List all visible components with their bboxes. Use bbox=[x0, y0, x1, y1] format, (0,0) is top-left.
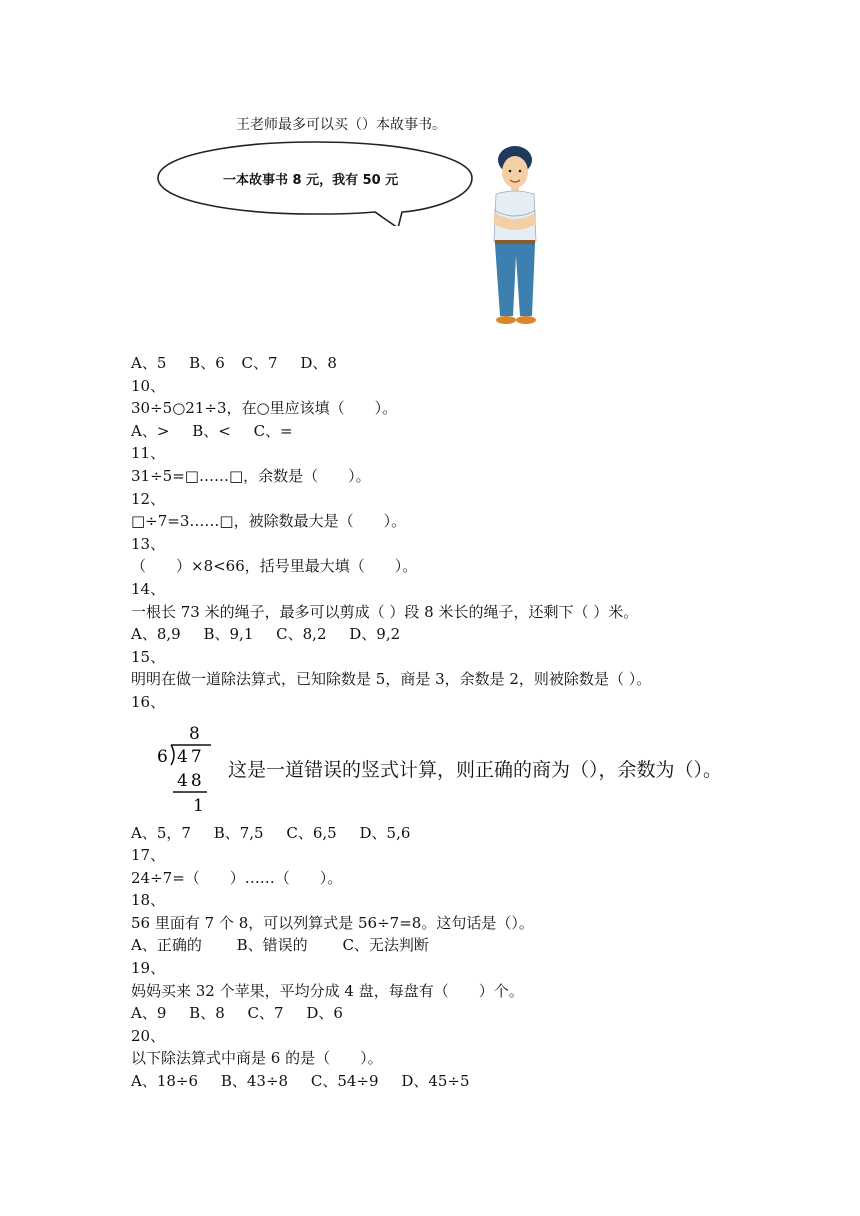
q16-options bbox=[131, 822, 831, 845]
option-d: D、6 bbox=[306, 1004, 343, 1023]
q15-number: 15、 bbox=[131, 647, 166, 666]
speech-bubble-text: 一本故事书 8 元，我有 50 元 bbox=[223, 173, 399, 188]
q14-text: 一根长 73 米的绳子，最多可以剪成（ ）段 8 米长的绳子，还剩下（ ）米。 bbox=[131, 602, 639, 621]
q11-number: 11、 bbox=[131, 444, 166, 463]
q17-text: 24÷7=（ ）……（ ）。 bbox=[131, 868, 343, 887]
q16-number: 16、 bbox=[131, 692, 166, 711]
option-b: B、43÷8 bbox=[220, 1072, 289, 1091]
option-c: C、= bbox=[253, 421, 293, 440]
option-b: B、7,5 bbox=[213, 823, 264, 842]
q18-text: 56 里面有 7 个 8，可以列算式是 56÷7=8。这句话是（）。 bbox=[131, 913, 534, 932]
option-d: D、5,6 bbox=[359, 823, 411, 842]
option-b: B、8 bbox=[189, 1004, 225, 1023]
option-d: D、9,2 bbox=[349, 625, 401, 644]
option-b: B、9,1 bbox=[203, 625, 254, 644]
divisor: 6 bbox=[157, 746, 168, 767]
option-a: A、8,9 bbox=[131, 625, 181, 644]
q18-number: 18、 bbox=[131, 891, 166, 910]
option-c: C、无法判断 bbox=[342, 936, 429, 955]
q20-number: 20、 bbox=[131, 1026, 166, 1045]
q19-options bbox=[131, 1002, 831, 1025]
option-c: C、8,2 bbox=[276, 625, 327, 644]
option-d: D、45÷5 bbox=[401, 1072, 470, 1091]
q17-number: 17、 bbox=[131, 846, 166, 865]
q12-text: □÷7=3……□，被除数最大是（ ）。 bbox=[131, 512, 407, 531]
product: 48 bbox=[177, 770, 205, 791]
question-list bbox=[131, 352, 831, 1093]
q19-number: 19、 bbox=[131, 959, 166, 978]
q18-options bbox=[131, 934, 831, 957]
q19-text: 妈妈买来 32 个苹果，平均分成 4 盘，每盘有（ ）个。 bbox=[131, 981, 524, 1000]
q10-text: 30÷5○21÷3，在○里应该填（ ）。 bbox=[131, 399, 398, 418]
q14-options bbox=[131, 623, 831, 646]
long-division-figure bbox=[131, 717, 831, 819]
option-b: B、< bbox=[192, 421, 231, 440]
teacher-figure-icon bbox=[480, 144, 550, 334]
option-b: B、6 bbox=[189, 354, 225, 372]
q20-text: 以下除法算式中商是 6 的是（ ）。 bbox=[131, 1049, 383, 1068]
option-c: C、7 bbox=[247, 1004, 284, 1023]
q15-text: 明明在做一道除法算式，已知除数是 5，商是 3，余数是 2，则被除数是（ ）。 bbox=[131, 670, 652, 689]
remainder: 1 bbox=[193, 795, 204, 816]
q14-number: 14、 bbox=[131, 579, 166, 598]
option-c: C、7 bbox=[241, 354, 278, 372]
long-division-diagram bbox=[155, 725, 215, 817]
option-a: A、5 bbox=[131, 354, 167, 372]
figure-title: 王老师最多可以买（）本故事书。 bbox=[236, 117, 446, 133]
option-b: B、错误的 bbox=[236, 936, 308, 955]
option-c: C、54÷9 bbox=[310, 1072, 379, 1091]
q13-text: （ ）×8<66，括号里最大填（ ）。 bbox=[131, 557, 418, 576]
q10-options bbox=[131, 420, 831, 443]
option-a: A、18÷6 bbox=[131, 1072, 199, 1091]
q9-options bbox=[131, 352, 831, 375]
q11-text: 31÷5=□……□，余数是（ ）。 bbox=[131, 466, 371, 485]
option-a: A、5，7 bbox=[131, 823, 191, 842]
option-d: D、8 bbox=[300, 354, 337, 372]
dividend: 47 bbox=[177, 746, 205, 767]
q12-number: 12、 bbox=[131, 489, 166, 508]
q13-number: 13、 bbox=[131, 534, 166, 553]
q10-number: 10、 bbox=[131, 376, 166, 395]
q20-options bbox=[131, 1070, 831, 1093]
option-a: A、> bbox=[131, 421, 170, 440]
option-a: A、正确的 bbox=[131, 936, 202, 955]
story-book-figure bbox=[150, 108, 550, 333]
option-a: A、9 bbox=[131, 1004, 167, 1023]
quotient: 8 bbox=[189, 724, 200, 744]
option-c: C、6,5 bbox=[286, 823, 337, 842]
division-figure-caption: 这是一道错误的竖式计算，则正确的商为（），余数为（）。 bbox=[228, 758, 723, 781]
